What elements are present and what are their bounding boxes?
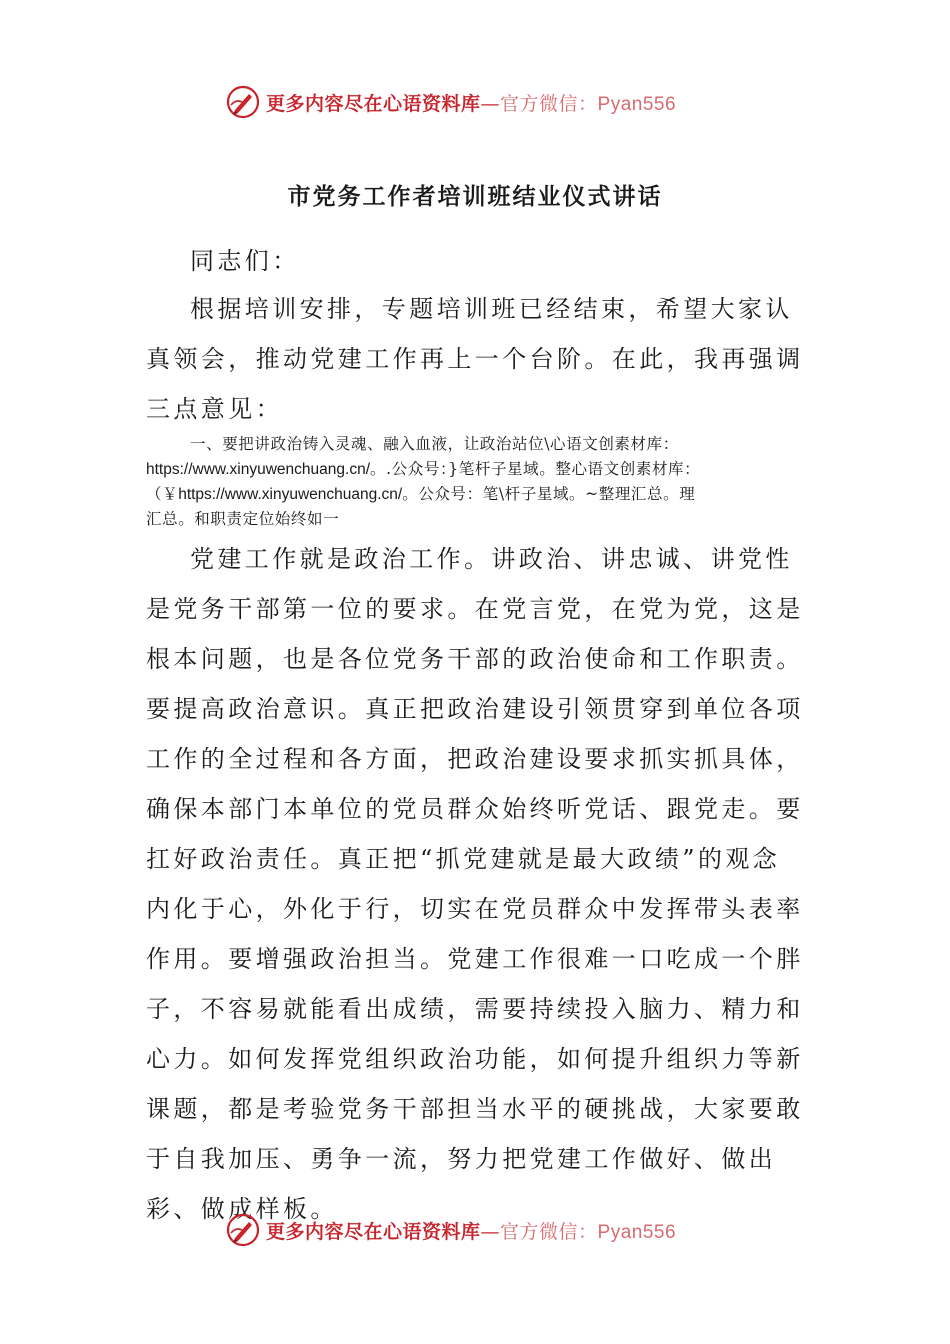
banner-dash: — [480,1220,501,1243]
banner-text: 更多内容尽在心语资料库 [266,1220,481,1243]
banner-text: 更多内容尽在心语资料库 [266,92,481,115]
section-line-4: 汇总。和职责定位始终如一 [146,510,340,528]
document-title: 市党务工作者培训班结业仪式讲话 [287,183,663,210]
banner-dash: — [480,92,501,115]
banner-wechat-id: Pyan556 [597,1221,677,1243]
banner-wechat-id: Pyan556 [597,93,677,115]
section-heading-block [146,432,806,532]
section-line-1: 一、要把讲政治铸入灵魂、融入血液，让政治站位\心语文创素材库： [190,435,679,453]
section-line-2 [146,457,806,482]
paragraph-intro: 根据培训安排，专题培训班已经结束，希望大家认真领会，推动党建工作再上一个台阶。在此，我再强调三点意见： [146,295,804,423]
greeting: 同志们： [190,247,300,275]
source-url-1: https://www.xinyuwenchuang.cn/ [146,461,371,478]
section-line-3-rest: 。公众号：笔\杆子星域。~整理汇总。理 [402,485,696,503]
banner-wechat-label: 官方微信： [500,1220,598,1243]
section-line-3-prefix: （￥ [146,485,179,503]
pen-logo-icon [226,85,260,119]
paragraph-main: 党建工作就是政治工作。讲政治、讲忠诚、讲党性是党务干部第一位的要求。在党言党，在党为党，这是根本问题，也是各位党务干部的政治使命和工作职责。要提高政治意识。真正把政治建设引领贯穿到单位各项工作的全过程和各方面，把政治建设要求抓实抓具体，确保本部门本单位的党员群众始终听党话、跟党走。要扛好政治责任。真正把“抓党建就是最大政绩”的观念内化于心，外化于行，切实在党员群众中发挥带头表率作用。要增强政治担当。党建工作很难一口吃成一个胖子，不容易就能看出成绩，需要持续投入脑力、精力和心力。如何发挥党组织政治功能，如何提升组织力等新课题，都是考验党务干部担当水平的硬挑战，大家要敢于自我加压、勇争一流，努力把党建工作做好、做出彩、做成样板。 [146,545,804,1223]
banner-wechat-label: 官方微信： [500,92,598,115]
section-line-3 [146,482,806,507]
section-line-2-rest: 。.公众号：}笔杆子星域。整心语文创素材库： [370,460,701,478]
source-url-2: https://www.xinyuwenchuang.cn/ [178,486,403,503]
pen-logo-icon [226,1213,260,1247]
footer-banner [226,1210,726,1250]
header-banner [226,82,726,122]
